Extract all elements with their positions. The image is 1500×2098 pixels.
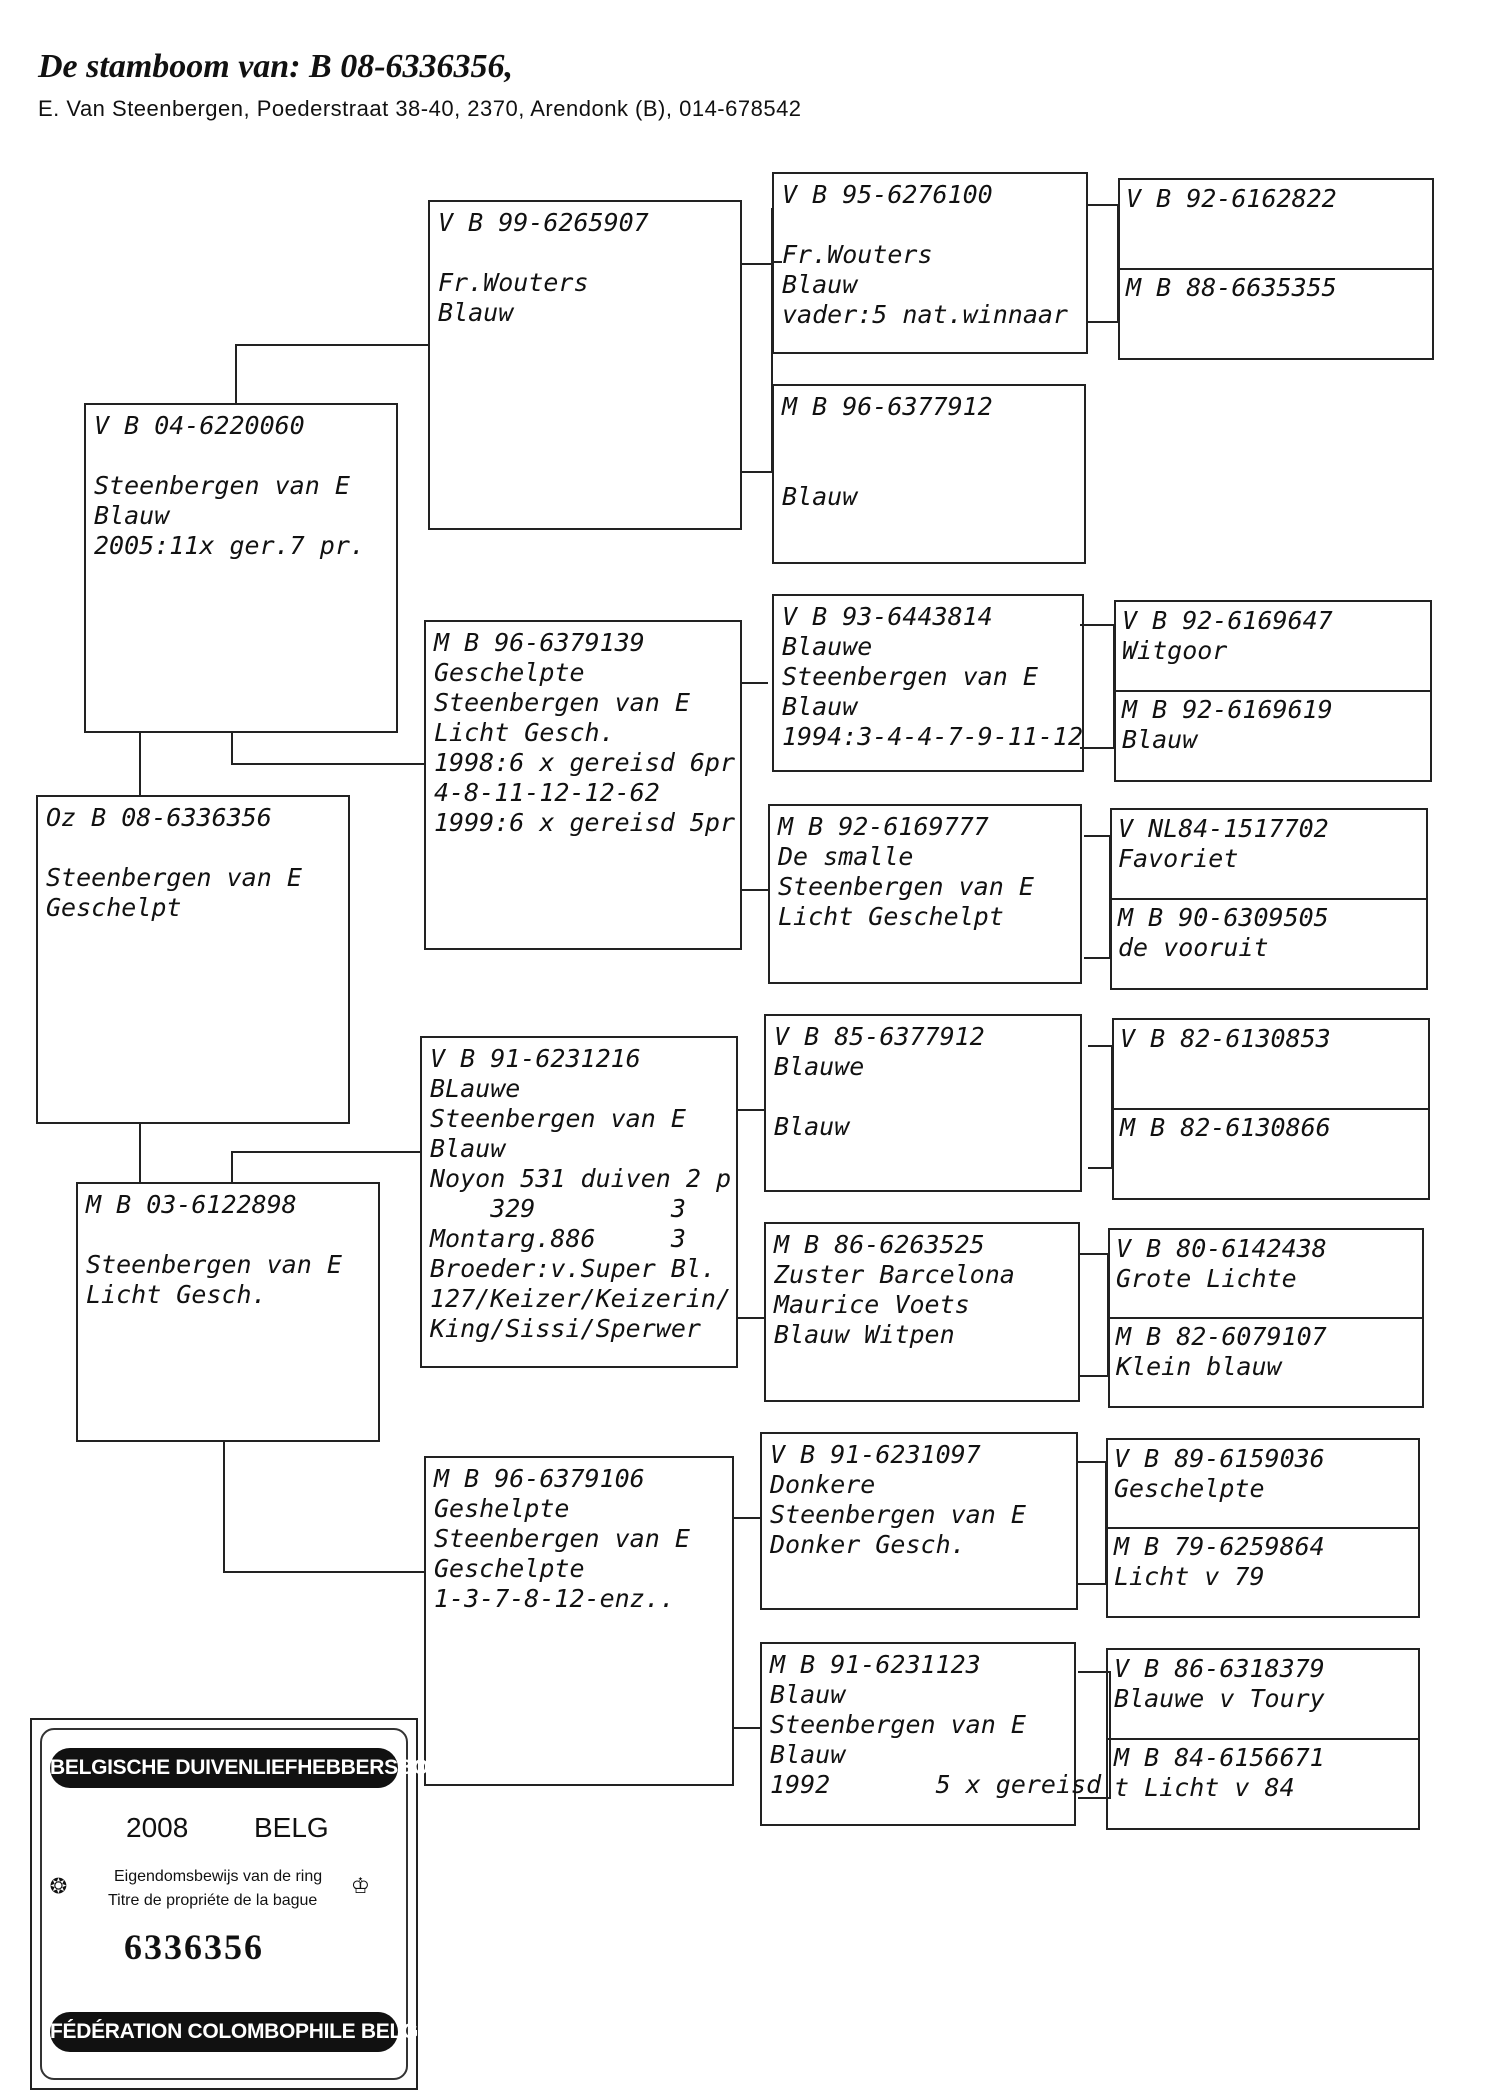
ring-ownership-fr: Titre de propriéte de la bague [108, 1892, 318, 1909]
gen5-dam: M B 82-6079107 Klein blauw [1116, 1322, 1327, 1381]
gen5-pair-1 [1118, 178, 1434, 360]
dam-sire-info: V B 91-6231216 BLauwe Steenbergen van E Blauw Noyon 531 duiven 2 p 329 3 Montarg.886 3 Broeder:v.Super Bl. 127/Keizer/Keizerin/ King/Sissi/Sperwer [430, 1044, 732, 1343]
gen5-dam: M B 92-6169619 Blauw [1122, 695, 1333, 754]
ring-bottom-banner: FÉDÉRATION COLOMBOPHILE BELGE [50, 2012, 398, 2052]
sd-sire-info: V B 93-6443814 Blauwe Steenbergen van E Blauw 1994:3-4-4-7-9-11-12 [782, 602, 1084, 751]
gen5-dam: M B 79-6259864 Licht v 79 [1114, 1532, 1325, 1591]
dd-dam-info: M B 91-6231123 Blauw Steenbergen van E Blauw 1992 5 x gereisd [770, 1650, 1102, 1799]
page-title: De stamboom van: B 08-6336356, [38, 48, 514, 85]
sire-dam-info: M B 96-6379139 Geschelpte Steenbergen van E Licht Gesch. 1998:6 x gereisd 6pr 4-8-11-12-12-62 1999:6 x gereisd 5pr [434, 628, 736, 837]
sire-info: V B 04-6220060 Steenbergen van E Blauw 2005:11x ger.7 pr. [94, 411, 365, 560]
dd-dam-box [760, 1642, 1102, 1826]
ds-sire-info: V B 85-6377912 Blauwe Blauw [774, 1022, 985, 1141]
sd-sire-box [772, 594, 1084, 772]
dam-sire-box [420, 1036, 738, 1368]
gen5-dam: M B 84-6156671 t Licht v 84 [1114, 1743, 1325, 1802]
gen5-pair-6 [1106, 1438, 1420, 1618]
ss-dam-info: M B 96-6377912 Blauw [782, 392, 993, 511]
gen5-pair-3 [1110, 808, 1428, 990]
ring-ownership-nl: Eigendomsbewijs van de ring [114, 1868, 323, 1885]
gen5-dam: M B 90-6309505 de vooruit [1118, 903, 1329, 962]
gen5-dam: M B 88-6635355 [1126, 273, 1337, 302]
ring-year: 2008 [126, 1812, 189, 1843]
ring-certificate [30, 1718, 459, 2090]
sire-sire-info: V B 99-6265907 Fr.Wouters Blauw [438, 208, 649, 327]
ds-dam-info: M B 86-6263525 Zuster Barcelona Maurice Voets Blauw Witpen [774, 1230, 1015, 1349]
gen5-sire: V B 82-6130853 [1120, 1024, 1331, 1053]
ds-sire-box [764, 1014, 1082, 1192]
gen5-dam: M B 82-6130866 [1120, 1113, 1331, 1142]
crown-emblem-icon: ♔ [352, 1867, 369, 1900]
dam-dam-box [424, 1456, 734, 1786]
dam-box [76, 1182, 380, 1442]
dam-dam-info: M B 96-6379106 Geshelpte Steenbergen van E Geschelpte 1-3-7-8-12-enz.. [434, 1464, 690, 1613]
ss-dam-box [772, 384, 1086, 564]
ds-dam-box [764, 1222, 1080, 1402]
ring-country: BELG [254, 1812, 329, 1843]
subject-pigeon-info: Oz B 08-6336356 Steenbergen van E Geschelpt [46, 803, 302, 922]
sire-box [84, 403, 398, 733]
ss-sire-info: V B 95-6276100 Fr.Wouters Blauw vader:5 nat.winnaar [782, 180, 1068, 329]
sire-dam-box [424, 620, 742, 950]
owner-address: E. Van Steenbergen, Poederstraat 38-40, 2370, Arendonk (B), 014-678542 [38, 96, 802, 121]
ring-top-banner: BELGISCHE DUIVENLIEFHEBBERSBOND [50, 1748, 398, 1788]
ornament-left-icon: ❂ [50, 1867, 67, 1900]
subject-pigeon-box [36, 795, 350, 1124]
sd-dam-box [768, 804, 1082, 984]
gen5-pair-2 [1114, 600, 1432, 782]
sd-dam-info: M B 92-6169777 De smalle Steenbergen van E Licht Geschelpt [778, 812, 1034, 931]
gen5-pair-7 [1106, 1648, 1420, 1830]
gen5-sire: V B 92-6162822 [1126, 184, 1337, 213]
gen5-sire: V B 80-6142438 Grote Lichte [1116, 1234, 1327, 1293]
sire-sire-box [428, 200, 742, 530]
dam-info: M B 03-6122898 Steenbergen van E Licht Gesch. [86, 1190, 342, 1309]
ring-number: 6336356 [124, 1927, 264, 1967]
gen5-pair-5 [1108, 1228, 1424, 1408]
gen5-sire: V B 86-6318379 Blauwe v Toury [1114, 1654, 1325, 1713]
dd-sire-info: V B 91-6231097 Donkere Steenbergen van E Donker Gesch. [770, 1440, 1026, 1559]
gen5-sire: V NL84-1517702 Favoriet [1118, 814, 1329, 873]
gen5-pair-4 [1112, 1018, 1430, 1200]
dd-sire-box [760, 1432, 1078, 1610]
gen5-sire: V B 92-6169647 Witgoor [1122, 606, 1333, 665]
ss-sire-box [772, 172, 1088, 354]
gen5-sire: V B 89-6159036 Geschelpte [1114, 1444, 1325, 1503]
